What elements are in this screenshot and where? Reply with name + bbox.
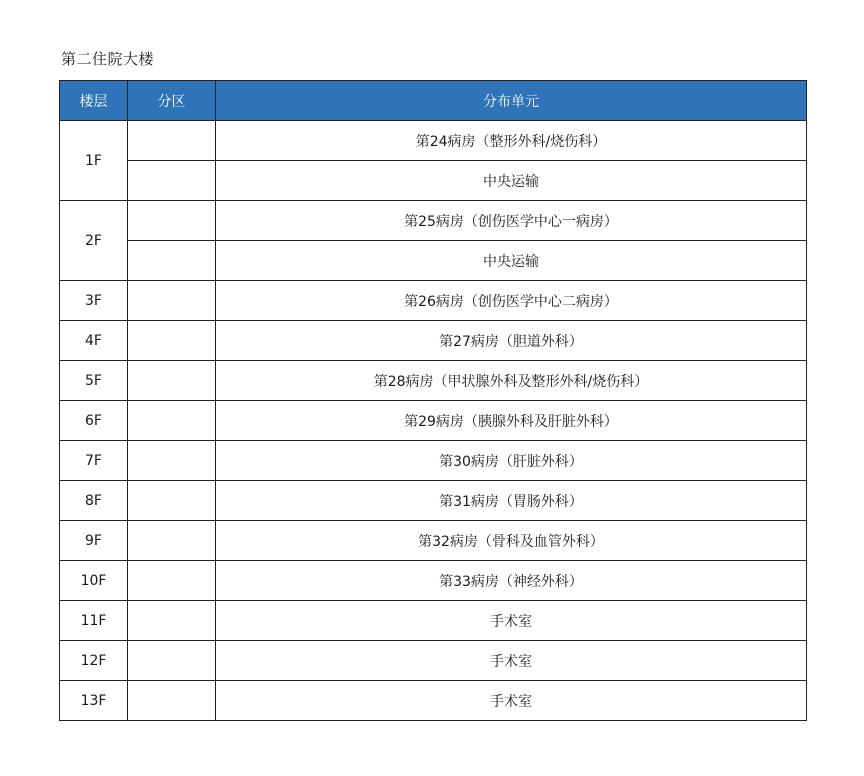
header-zone: 分区	[128, 81, 216, 121]
zone-cell	[128, 641, 216, 681]
table-row	[60, 361, 807, 401]
unit-cell: 第26病房（创伤医学中心二病房）	[216, 281, 807, 321]
unit-cell: 第31病房（胃肠外科）	[216, 481, 807, 521]
table-row	[60, 521, 807, 561]
unit-cell: 第29病房（胰腺外科及肝脏外科）	[216, 401, 807, 441]
floor-cell: 8F	[60, 481, 128, 521]
floor-cell: 5F	[60, 361, 128, 401]
zone-cell	[128, 481, 216, 521]
floor-cell: 13F	[60, 681, 128, 721]
header-floor: 楼层	[60, 81, 128, 121]
table-row	[60, 561, 807, 601]
table-row	[60, 201, 807, 241]
unit-cell: 中央运输	[216, 161, 807, 201]
zone-cell	[128, 401, 216, 441]
table-row	[60, 641, 807, 681]
unit-cell: 第30病房（肝脏外科）	[216, 441, 807, 481]
floor-cell: 4F	[60, 321, 128, 361]
floor-cell: 11F	[60, 601, 128, 641]
floor-cell: 12F	[60, 641, 128, 681]
page-title: 第二住院大楼	[61, 50, 155, 68]
unit-cell: 第33病房（神经外科）	[216, 561, 807, 601]
unit-cell: 第25病房（创伤医学中心一病房）	[216, 201, 807, 241]
table-row	[60, 241, 807, 281]
table-row	[60, 401, 807, 441]
table-row	[60, 321, 807, 361]
floor-cell: 9F	[60, 521, 128, 561]
table-row	[60, 441, 807, 481]
unit-cell: 第32病房（骨科及血管外科）	[216, 521, 807, 561]
unit-cell: 手术室	[216, 641, 807, 681]
header-unit: 分布单元	[216, 81, 807, 121]
unit-cell: 手术室	[216, 681, 807, 721]
floor-cell: 6F	[60, 401, 128, 441]
zone-cell	[128, 361, 216, 401]
table-row	[60, 681, 807, 721]
zone-cell	[128, 321, 216, 361]
zone-cell	[128, 441, 216, 481]
unit-cell: 第28病房（甲状腺外科及整形外科/烧伤科）	[216, 361, 807, 401]
zone-cell	[128, 601, 216, 641]
unit-cell: 中央运输	[216, 241, 807, 281]
floor-directory-table	[59, 80, 807, 721]
floor-cell: 2F	[60, 201, 128, 281]
table-row	[60, 121, 807, 161]
table-header-row	[60, 81, 807, 121]
table-row	[60, 481, 807, 521]
floor-cell: 7F	[60, 441, 128, 481]
zone-cell	[128, 201, 216, 241]
zone-cell	[128, 681, 216, 721]
table-row	[60, 601, 807, 641]
unit-cell: 手术室	[216, 601, 807, 641]
zone-cell	[128, 281, 216, 321]
table-row	[60, 281, 807, 321]
zone-cell	[128, 521, 216, 561]
floor-cell: 10F	[60, 561, 128, 601]
zone-cell	[128, 161, 216, 201]
floor-cell: 3F	[60, 281, 128, 321]
floor-cell: 1F	[60, 121, 128, 201]
zone-cell	[128, 121, 216, 161]
table-row	[60, 161, 807, 201]
unit-cell: 第27病房（胆道外科）	[216, 321, 807, 361]
unit-cell: 第24病房（整形外科/烧伤科）	[216, 121, 807, 161]
zone-cell	[128, 241, 216, 281]
zone-cell	[128, 561, 216, 601]
